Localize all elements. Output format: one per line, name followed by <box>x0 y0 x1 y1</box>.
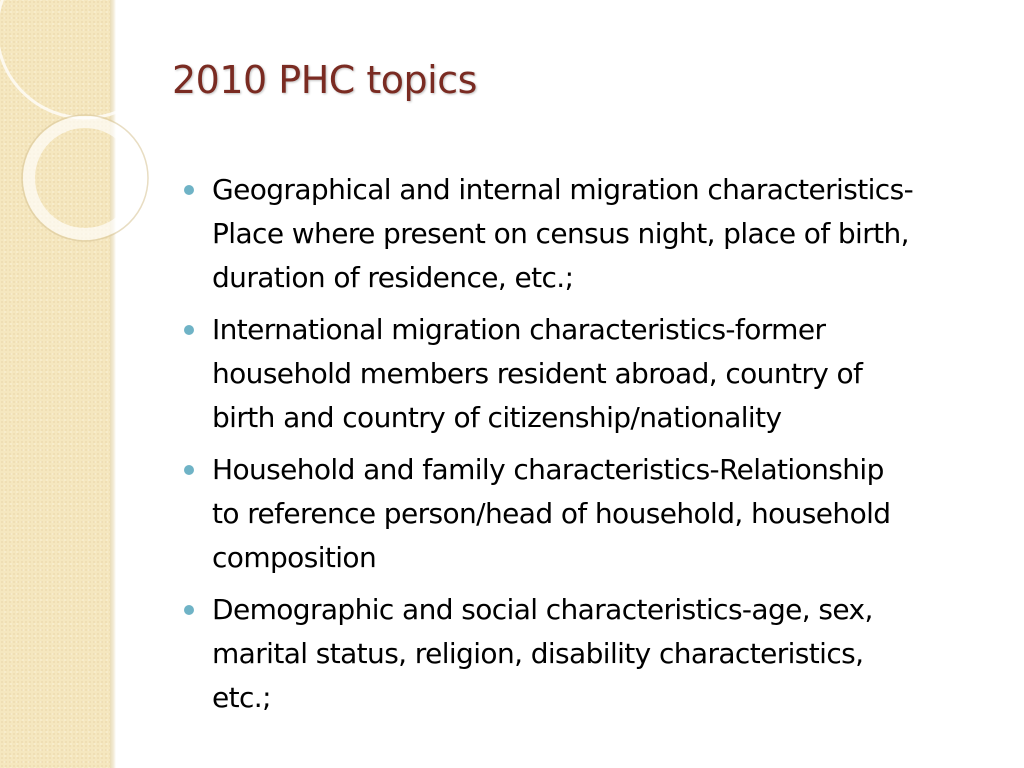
decorative-ring-small-outline <box>22 115 148 241</box>
bullet-text-line: Geographical and internal migration characteristics- <box>212 173 914 206</box>
bullet-dot-icon <box>184 465 194 475</box>
bullet-item <box>184 308 1004 440</box>
bullet-text-line: to reference person/head of household, household <box>212 497 891 530</box>
bullet-text-line: Household and family characteristics-Relationship <box>212 453 884 486</box>
decorative-ring-small <box>29 122 141 234</box>
bullet-text-line: etc.; <box>212 681 271 714</box>
bullet-text-line: marital status, religion, disability characteristics, <box>212 637 864 670</box>
bullet-item <box>184 448 1004 580</box>
decorative-rings <box>0 0 160 260</box>
bullet-text-line: Place where present on census night, place of birth, <box>212 217 909 250</box>
bullet-text-line: duration of residence, etc.; <box>212 261 574 294</box>
bullet-dot-icon <box>184 605 194 615</box>
decorative-ring-large <box>0 0 160 118</box>
bullet-dot-icon <box>184 325 194 335</box>
bullet-item <box>184 588 1004 720</box>
bullet-list <box>184 168 1004 728</box>
slide-title: 2010 PHC topics <box>172 58 477 102</box>
bullet-dot-icon <box>184 185 194 195</box>
bullet-text-line: International migration characteristics-former <box>212 313 826 346</box>
bullet-item <box>184 168 1004 300</box>
bullet-text-line: birth and country of citizenship/nationality <box>212 401 782 434</box>
bullet-text-line: composition <box>212 541 377 574</box>
bullet-text-line: household members resident abroad, country of <box>212 357 863 390</box>
bullet-text-line: Demographic and social characteristics-age, sex, <box>212 593 873 626</box>
